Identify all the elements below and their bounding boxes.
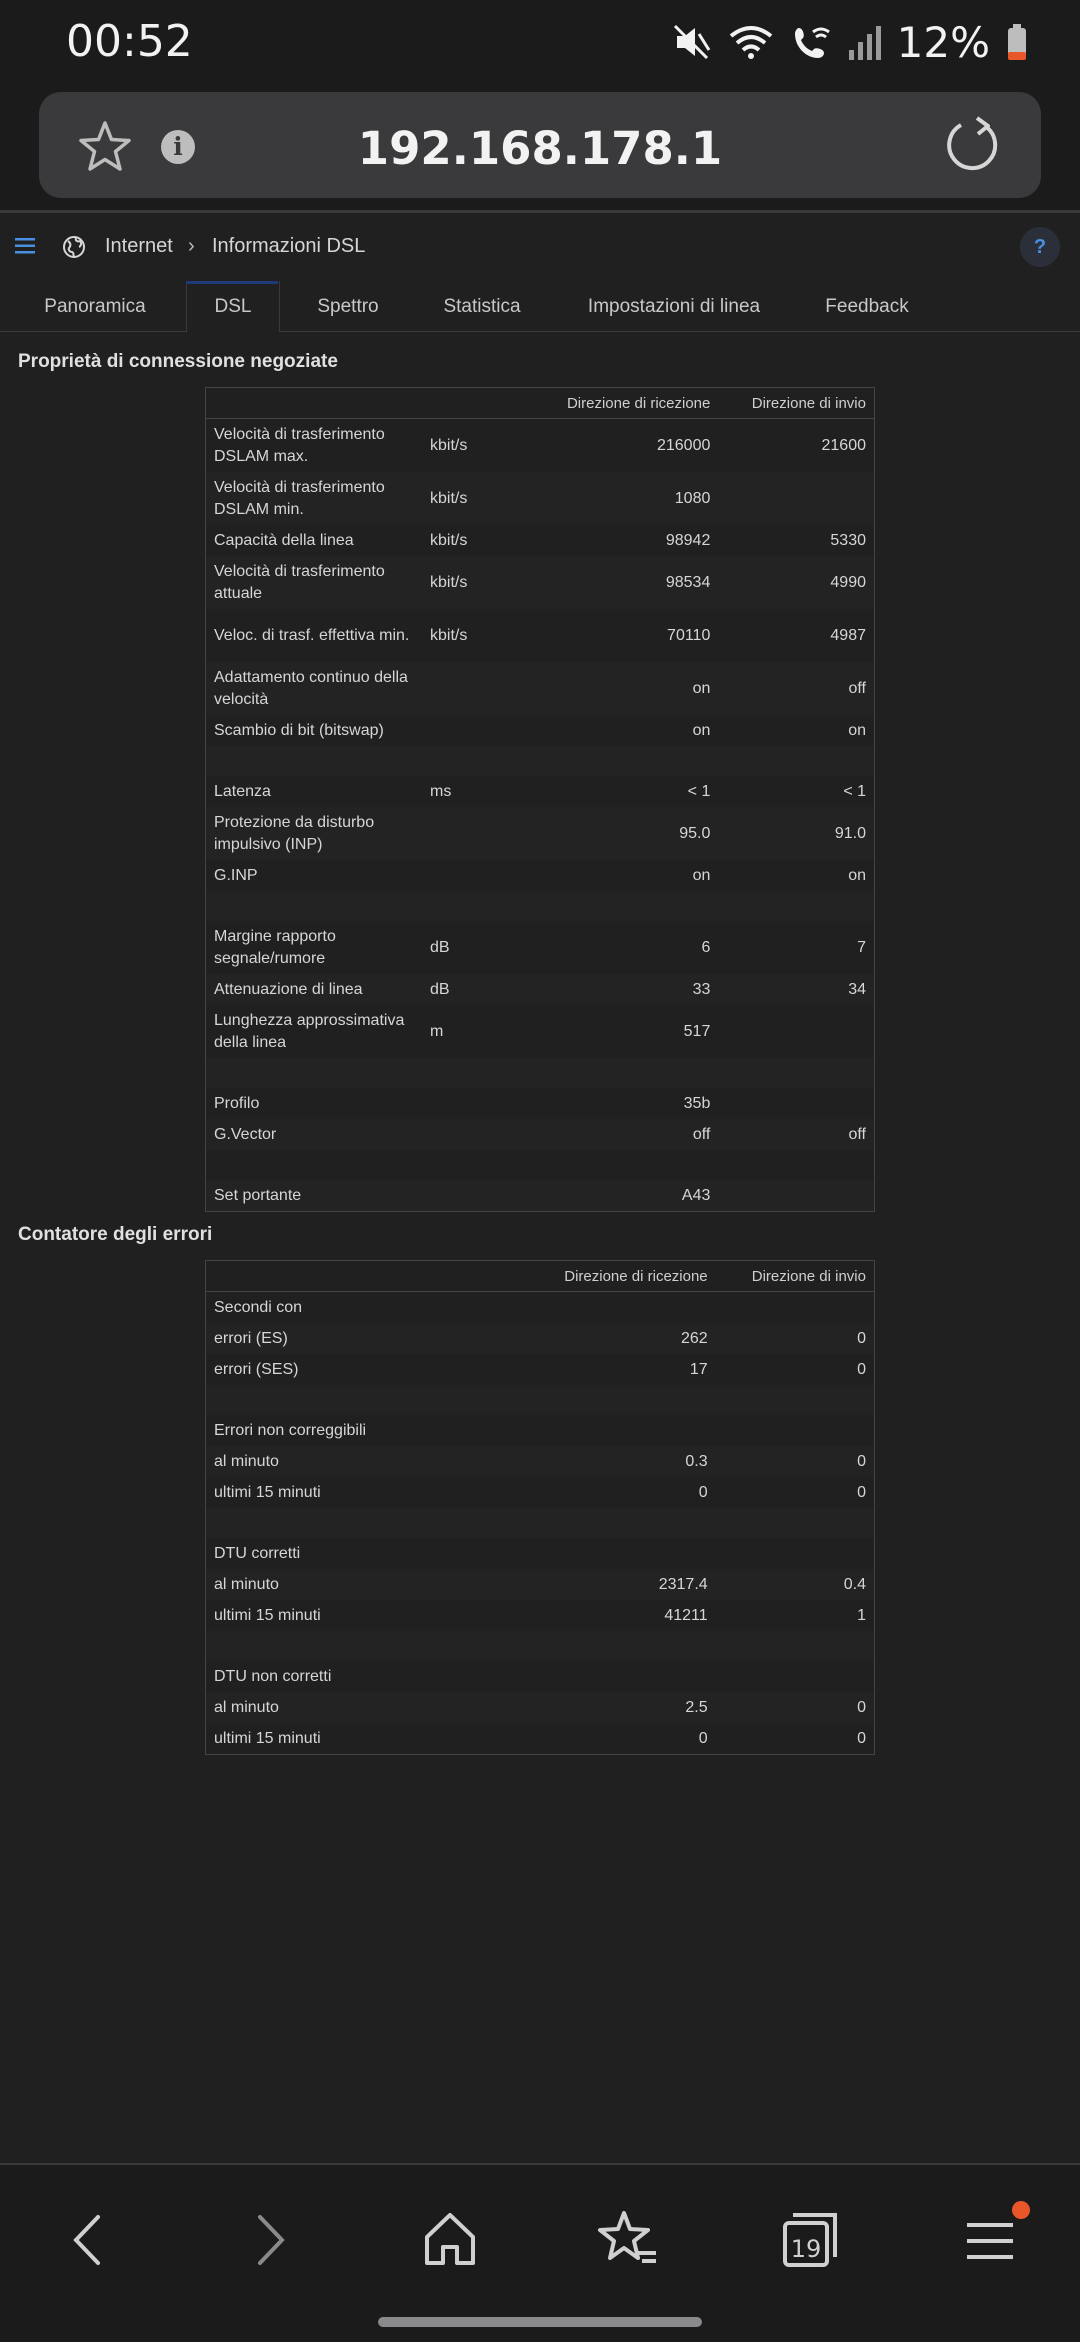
- notification-dot: [1012, 2201, 1030, 2219]
- row-tx-value: 0.4: [716, 1569, 875, 1600]
- row-rx-value: on: [692, 866, 711, 884]
- row-tx-value: off: [718, 662, 874, 715]
- row-rx-value: off: [528, 1119, 718, 1150]
- row-label: ultimi 15 minuti: [214, 1729, 321, 1747]
- table-row: [206, 1569, 875, 1600]
- row-label: al minuto: [206, 1446, 523, 1477]
- forward-icon[interactable]: [236, 2205, 306, 2275]
- row-unit: m: [430, 1022, 444, 1040]
- table-row: [206, 1538, 875, 1569]
- row-tx-value: [716, 1292, 875, 1324]
- battery-icon: [1006, 22, 1028, 62]
- row-tx-value: [716, 1538, 875, 1569]
- row-label: Veloc. di trasf. effettiva min.: [214, 626, 410, 644]
- row-label: Adattamento continuo della velocità: [206, 662, 423, 715]
- table-row: [206, 1600, 875, 1631]
- url-text[interactable]: 192.168.178.1: [357, 122, 723, 175]
- spacer-row: [206, 891, 875, 921]
- row-rx-value: 98942: [665, 531, 711, 549]
- status-bar: [0, 0, 1080, 84]
- row-tx-value: 91.0: [718, 807, 874, 860]
- help-button[interactable]: ?: [1020, 227, 1060, 267]
- row-tx-value: 0: [857, 1483, 866, 1501]
- row-tx-value: < 1: [843, 782, 866, 800]
- row-rx-value: 33: [528, 974, 718, 1005]
- globe-icon: [62, 235, 86, 259]
- address-bar[interactable]: [39, 92, 1041, 198]
- row-tx-value: 0: [857, 1360, 866, 1378]
- home-indicator: [378, 2317, 702, 2327]
- row-tx-value: 0: [716, 1446, 875, 1477]
- spacer-row: [206, 1508, 875, 1538]
- table-row: [206, 419, 875, 473]
- row-tx-value: 0: [716, 1323, 875, 1354]
- row-tx-value: [718, 472, 874, 525]
- table-row: [206, 1415, 875, 1446]
- table-row: [206, 1005, 875, 1058]
- row-label: Latenza: [214, 782, 271, 800]
- back-icon[interactable]: [52, 2205, 122, 2275]
- table-row: [206, 1323, 875, 1354]
- reload-icon[interactable]: [941, 114, 1003, 176]
- chevron-right-icon: ›: [188, 235, 195, 257]
- row-tx-value: 1: [857, 1606, 866, 1624]
- row-tx-value: off: [718, 1119, 874, 1150]
- table-row: [206, 525, 875, 556]
- row-unit: kbit/s: [422, 472, 528, 525]
- row-unit: [422, 1088, 528, 1119]
- tabs-button[interactable]: [775, 2205, 845, 2275]
- row-tx-value: 5330: [830, 531, 866, 549]
- row-label: Secondi con: [214, 1298, 303, 1316]
- errors-table: [205, 1260, 875, 1755]
- row-rx-value: 35b: [683, 1094, 711, 1112]
- row-label: DTU non corretti: [214, 1667, 332, 1685]
- row-label: al minuto: [206, 1569, 523, 1600]
- row-rx-value: on: [692, 721, 711, 739]
- row-tx-value: 7: [857, 938, 866, 956]
- tab-impostazioni-linea[interactable]: Impostazioni di linea: [587, 296, 761, 317]
- bookmarks-icon[interactable]: [594, 2205, 664, 2275]
- table-row: [206, 715, 875, 746]
- row-label: errori (SES): [214, 1360, 299, 1378]
- row-tx-value: 0: [857, 1729, 866, 1747]
- row-tx-value: 21600: [821, 436, 866, 454]
- section-title-errors: Contatore degli errori: [18, 1224, 213, 1245]
- row-unit: ms: [430, 782, 452, 800]
- tab-panoramica[interactable]: Panoramica: [44, 296, 146, 317]
- row-rx-value: [522, 1538, 716, 1569]
- wifi-icon: [727, 22, 775, 62]
- row-tx-value: on: [848, 721, 866, 739]
- header-rx: Direzione di ricezione: [528, 388, 718, 419]
- table-row: [206, 860, 875, 891]
- header-tx: Direzione di invio: [716, 1261, 875, 1292]
- row-rx-value: [522, 1292, 716, 1324]
- table-row: [206, 662, 875, 715]
- status-icons: [671, 18, 1028, 66]
- row-rx-value: < 1: [687, 782, 711, 800]
- row-unit: kbit/s: [430, 626, 468, 644]
- row-rx-value: [522, 1415, 716, 1446]
- row-unit: [422, 662, 528, 715]
- table-row: [206, 776, 875, 807]
- table-row: [206, 1661, 875, 1692]
- row-rx-value: 98534: [528, 556, 718, 609]
- row-unit: dB: [422, 974, 528, 1005]
- tab-feedback[interactable]: Feedback: [825, 296, 909, 317]
- row-rx-value: 0: [698, 1483, 708, 1501]
- browser-toolbar: [0, 84, 1080, 213]
- table-row: [206, 1292, 875, 1324]
- row-unit: dB: [430, 938, 450, 956]
- row-rx-value: 216000: [656, 436, 711, 454]
- table-row: [206, 1723, 875, 1755]
- row-rx-value: 0.3: [522, 1446, 716, 1477]
- properties-table: [205, 387, 875, 1212]
- row-label: Velocità di trasferimento DSLAM min.: [206, 472, 423, 525]
- spacer-row: [206, 1150, 875, 1180]
- mute-icon: [671, 22, 711, 62]
- row-label: errori (ES): [206, 1323, 523, 1354]
- table-row: [206, 1119, 875, 1150]
- row-label: Scambio di bit (bitswap): [214, 721, 384, 739]
- section-title-properties: Proprietà di connessione negoziate: [18, 351, 338, 372]
- breadcrumb-current: Informazioni DSL: [212, 235, 366, 257]
- row-rx-value: 41211: [664, 1606, 708, 1624]
- spacer-row: [206, 746, 875, 776]
- table-row: [206, 1446, 875, 1477]
- row-rx-value: 517: [683, 1022, 711, 1040]
- row-rx-value: 1080: [528, 472, 718, 525]
- table-row: [206, 807, 875, 860]
- row-unit: kbit/s: [430, 436, 468, 454]
- row-rx-value: 70110: [667, 626, 711, 644]
- wifi-calling-icon: [791, 22, 831, 62]
- row-rx-value: A43: [528, 1180, 718, 1212]
- signal-icon: [847, 22, 881, 62]
- errors-body: [206, 1292, 875, 1755]
- table-row: [206, 1477, 875, 1508]
- table-row: [206, 1180, 875, 1212]
- row-label: ultimi 15 minuti: [214, 1483, 321, 1501]
- menu-button[interactable]: [955, 2205, 1025, 2275]
- tab-spettro[interactable]: Spettro: [317, 296, 379, 317]
- row-unit: [422, 1119, 528, 1150]
- row-tx-value: [718, 1088, 874, 1119]
- row-tx-value: 34: [718, 974, 874, 1005]
- row-rx-value: 2.5: [522, 1692, 716, 1723]
- row-tx-value: 4990: [718, 556, 874, 609]
- row-rx-value: 0: [698, 1729, 708, 1747]
- row-rx-value: 17: [689, 1360, 708, 1378]
- row-label: G.Vector: [206, 1119, 423, 1150]
- header-rx: Direzione di ricezione: [522, 1261, 716, 1292]
- spacer-row: [206, 1058, 875, 1088]
- table-row: [206, 1692, 875, 1723]
- clock: 00:52: [66, 16, 193, 67]
- row-rx-value: [522, 1661, 716, 1692]
- tab-statistica[interactable]: Statistica: [443, 296, 521, 317]
- site-info-icon[interactable]: i: [161, 130, 195, 164]
- row-tx-value: on: [848, 866, 866, 884]
- row-rx-value: 2317.4: [522, 1569, 716, 1600]
- active-tab-indicator: [186, 281, 278, 284]
- table-row: [206, 472, 875, 525]
- tabs-count: 19: [790, 2235, 822, 2263]
- row-unit: [422, 860, 528, 891]
- row-label: Profilo: [214, 1094, 260, 1112]
- row-tx-value: 0: [716, 1692, 875, 1723]
- row-label: G.INP: [214, 866, 258, 884]
- row-rx-value: 95.0: [528, 807, 718, 860]
- table-row: [206, 609, 875, 662]
- battery-percent: 12%: [896, 17, 990, 67]
- tab-dsl[interactable]: DSL: [186, 281, 280, 332]
- row-tx-value: [718, 1180, 874, 1212]
- row-unit: [422, 715, 528, 746]
- row-unit: [422, 807, 528, 860]
- row-tx-value: [716, 1415, 875, 1446]
- table-row: [206, 974, 875, 1005]
- row-label: Velocità di trasferimento attuale: [206, 556, 423, 609]
- row-label: al minuto: [206, 1692, 523, 1723]
- spacer-row: [206, 1385, 875, 1415]
- bottom-navigation: [0, 2163, 1080, 2342]
- row-unit: [422, 1180, 528, 1212]
- row-label: Capacità della linea: [214, 531, 354, 549]
- table-row: [206, 1354, 875, 1385]
- row-rx-value: 6: [701, 938, 711, 956]
- spacer-row: [206, 1631, 875, 1661]
- row-label: Lunghezza approssimativa della linea: [214, 1011, 405, 1051]
- header-tx: Direzione di invio: [718, 388, 874, 419]
- row-tx-value: [716, 1661, 875, 1692]
- row-label: Margine rapporto segnale/rumore: [214, 927, 336, 967]
- page-content: [0, 213, 1080, 2163]
- table-row: [206, 921, 875, 974]
- tab-bar: [0, 281, 1080, 332]
- row-label: DTU corretti: [214, 1544, 301, 1562]
- row-label: Errori non correggibili: [214, 1421, 367, 1439]
- row-unit: kbit/s: [422, 556, 528, 609]
- row-label: ultimi 15 minuti: [214, 1606, 321, 1624]
- row-unit: kbit/s: [430, 531, 468, 549]
- home-icon[interactable]: [415, 2205, 485, 2275]
- table-row: [206, 556, 875, 609]
- table-row: [206, 1088, 875, 1119]
- row-rx-value: 262: [522, 1323, 716, 1354]
- row-label: Attenuazione di linea: [206, 974, 423, 1005]
- row-label: Protezione da disturbo impulsivo (INP): [206, 807, 423, 860]
- breadcrumb-internet[interactable]: Internet: [105, 235, 173, 257]
- breadcrumb: [0, 213, 1080, 281]
- row-tx-value: [718, 1005, 874, 1058]
- row-label: Velocità di trasferimento DSLAM max.: [214, 425, 385, 465]
- row-rx-value: on: [528, 662, 718, 715]
- row-tx-value: 4987: [830, 626, 866, 644]
- hamburger-menu-icon[interactable]: [15, 237, 35, 255]
- properties-body: [206, 419, 875, 1212]
- row-label: Set portante: [206, 1180, 423, 1212]
